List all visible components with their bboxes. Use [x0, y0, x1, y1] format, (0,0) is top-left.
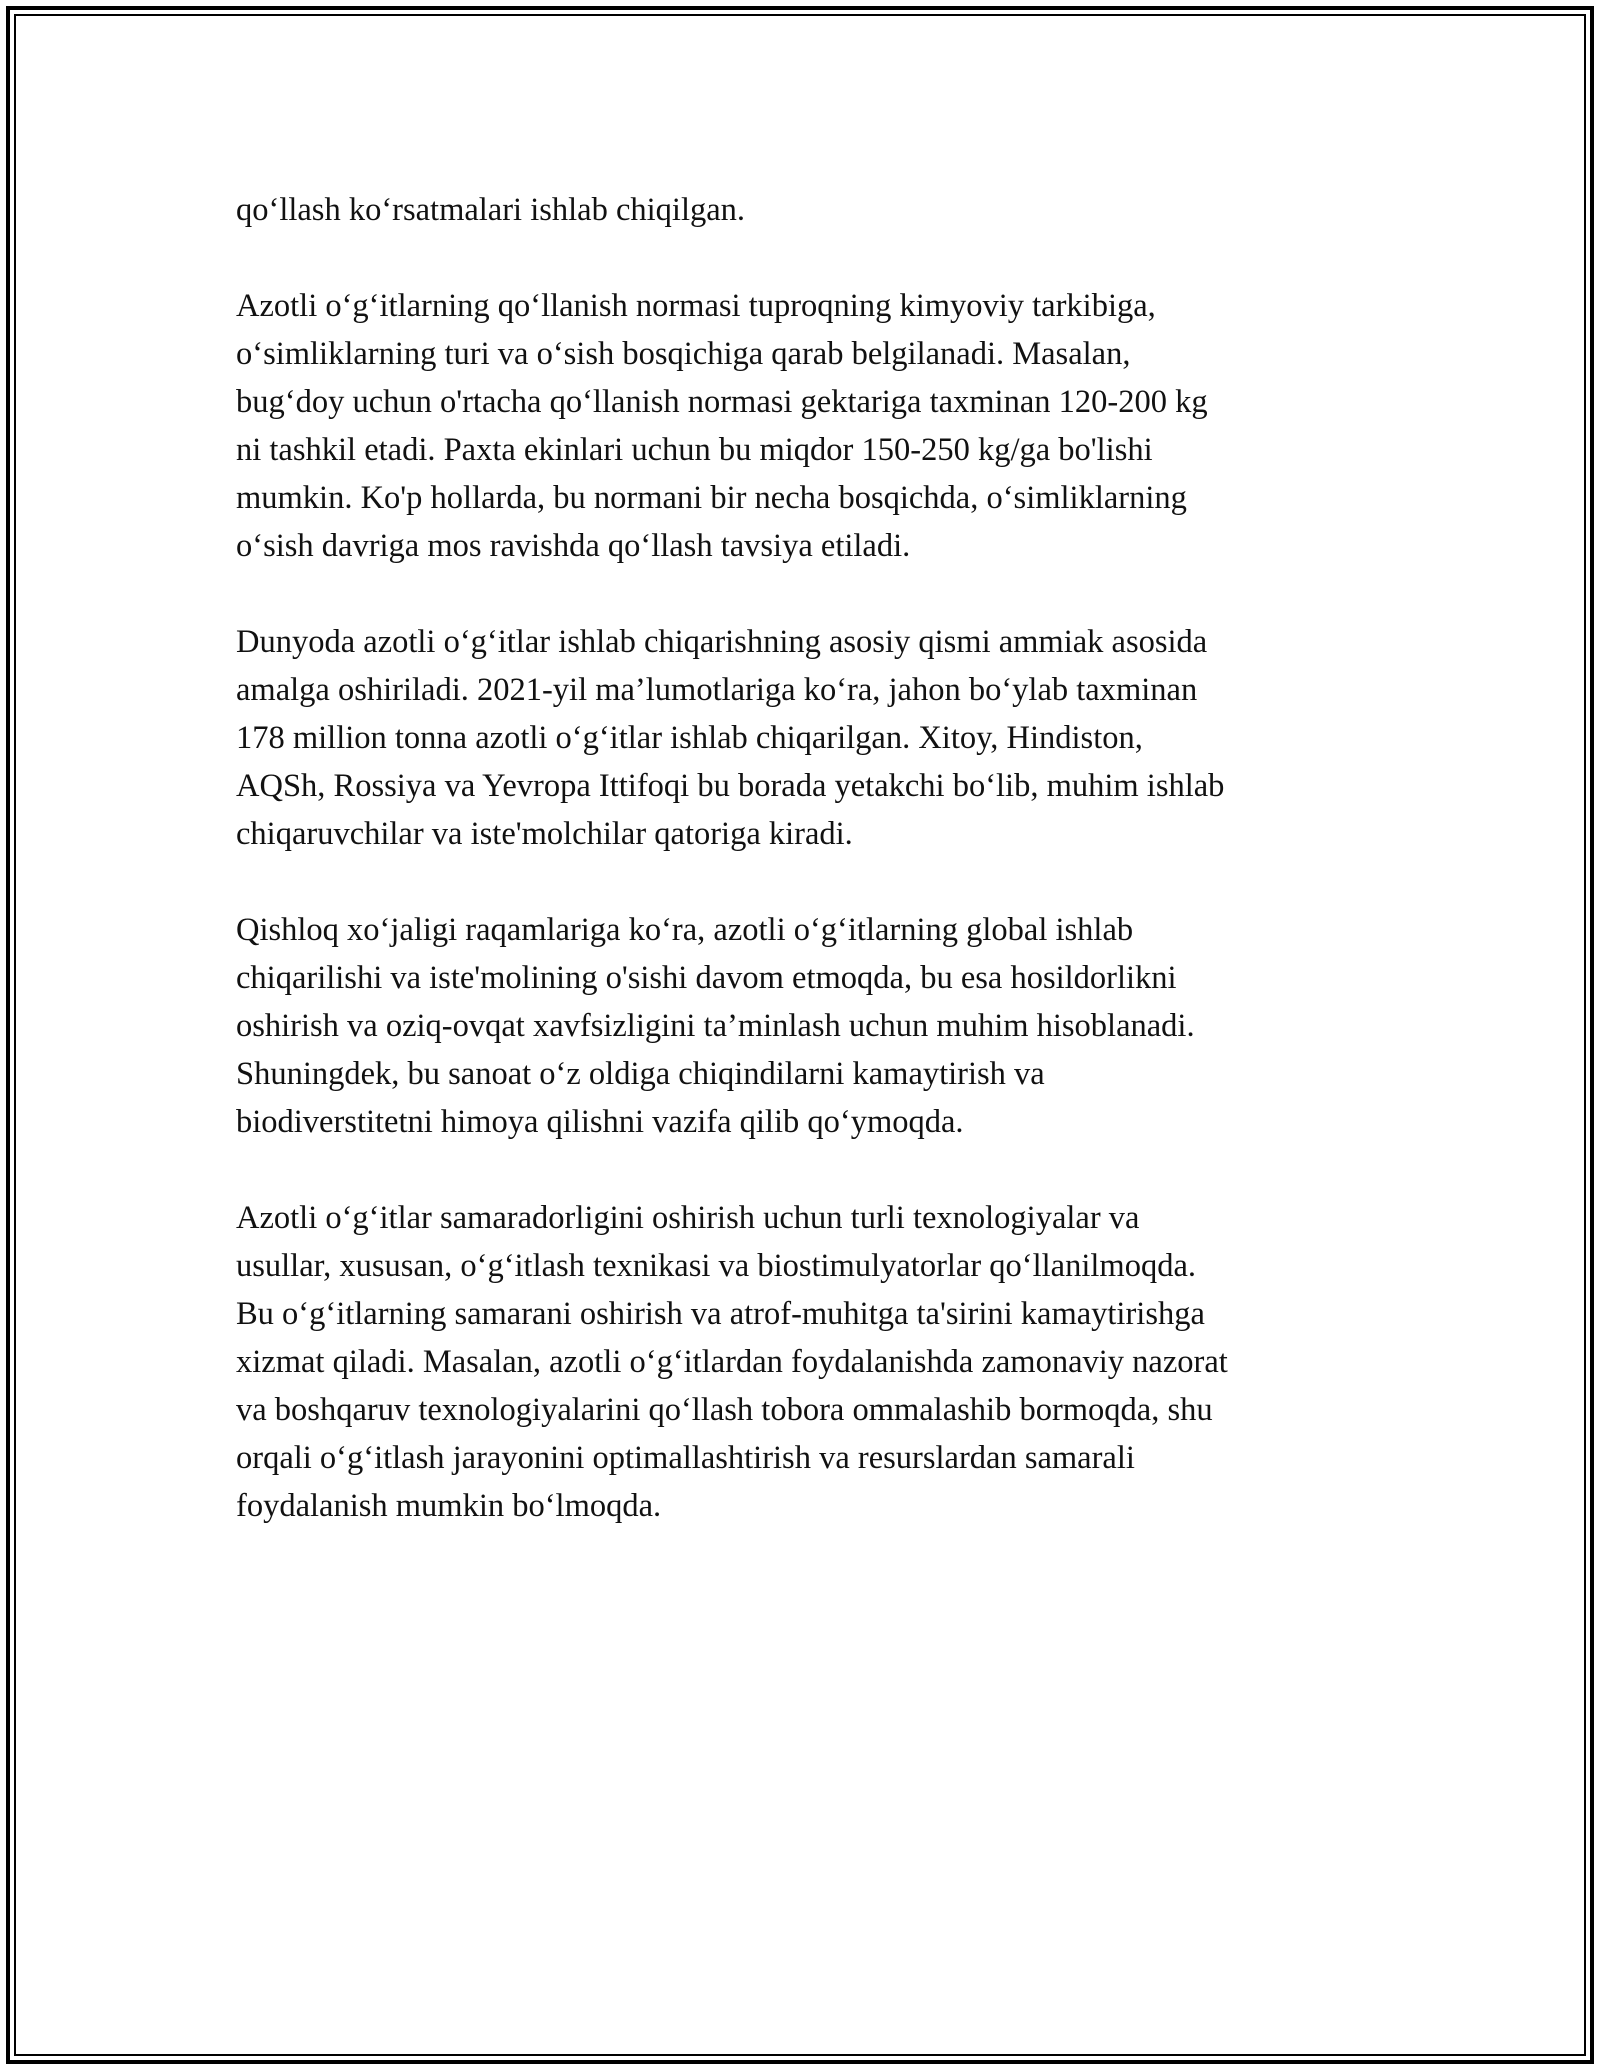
paragraph-5: Azotli o‘g‘itlar samaradorligini oshirish uchun turli texnologiyalar va usullar, xususan, o‘g‘itlash texnikasi va biostimulyatorlar qo‘llanilmoqda. Bu o‘g‘itlarning samarani oshirish va atrof-muhitga ta'sirini kamaytirishga xizmat qiladi. Masalan, azotli o‘g‘itlardan foydalanishda zamonaviy nazorat va boshqaruv texnologiyalarini qo‘llash tobora ommalashib bormoqda, shu orqali o‘g‘itlash jarayonini optimallashtirish va resurslardan samarali foydalanish mumkin bo‘lmoqda. [236, 1200, 1228, 1524]
document-body [236, 186, 1376, 1578]
paragraph-4: Qishloq xo‘jaligi raqamlariga ko‘ra, azotli o‘g‘itlarning global ishlab chiqarilishi va iste'molining o'sishi davom etmoqda, bu esa hosildorlikni oshirish va oziq-ovqat xavfsizligini ta’minlash uchun muhim hisoblanadi. Shuningdek, bu sanoat o‘z oldiga chiqindilarni kamaytirish va biodiverstitetni himoya qilishni vazifa qilib qo‘ymoqda. [236, 912, 1195, 1140]
paragraph-2: Azotli o‘g‘itlarning qo‘llanish normasi tuproqning kimyoviy tarkibiga, o‘simliklarning turi va o‘sish bosqichiga qarab belgilanadi. Masalan, bug‘doy uchun o'rtacha qo‘llanish normasi gektariga taxminan 120-200 kg ni tashkil etadi. Paxta ekinlari uchun bu miqdor 150-250 kg/ga bo'lishi mumkin. Ko'p hollarda, bu normani bir necha bosqichda, o‘simliklarning o‘sish davriga mos ravishda qo‘llash tavsiya etiladi. [236, 288, 1208, 564]
paragraph-3: Dunyoda azotli o‘g‘itlar ishlab chiqarishning asosiy qismi ammiak asosida amalga oshiriladi. 2021-yil ma’lumotlariga ko‘ra, jahon bo‘ylab taxminan 178 million tonna azotli o‘g‘itlar ishlab chiqarilgan. Xitoy, Hindiston, AQSh, Rossiya va Yevropa Ittifoqi bu borada yetakchi bo‘lib, muhim ishlab chiqaruvchilar va iste'molchilar qatoriga kiradi. [236, 624, 1225, 852]
paragraph-1: qo‘llash ko‘rsatmalari ishlab chiqilgan. [236, 192, 746, 228]
